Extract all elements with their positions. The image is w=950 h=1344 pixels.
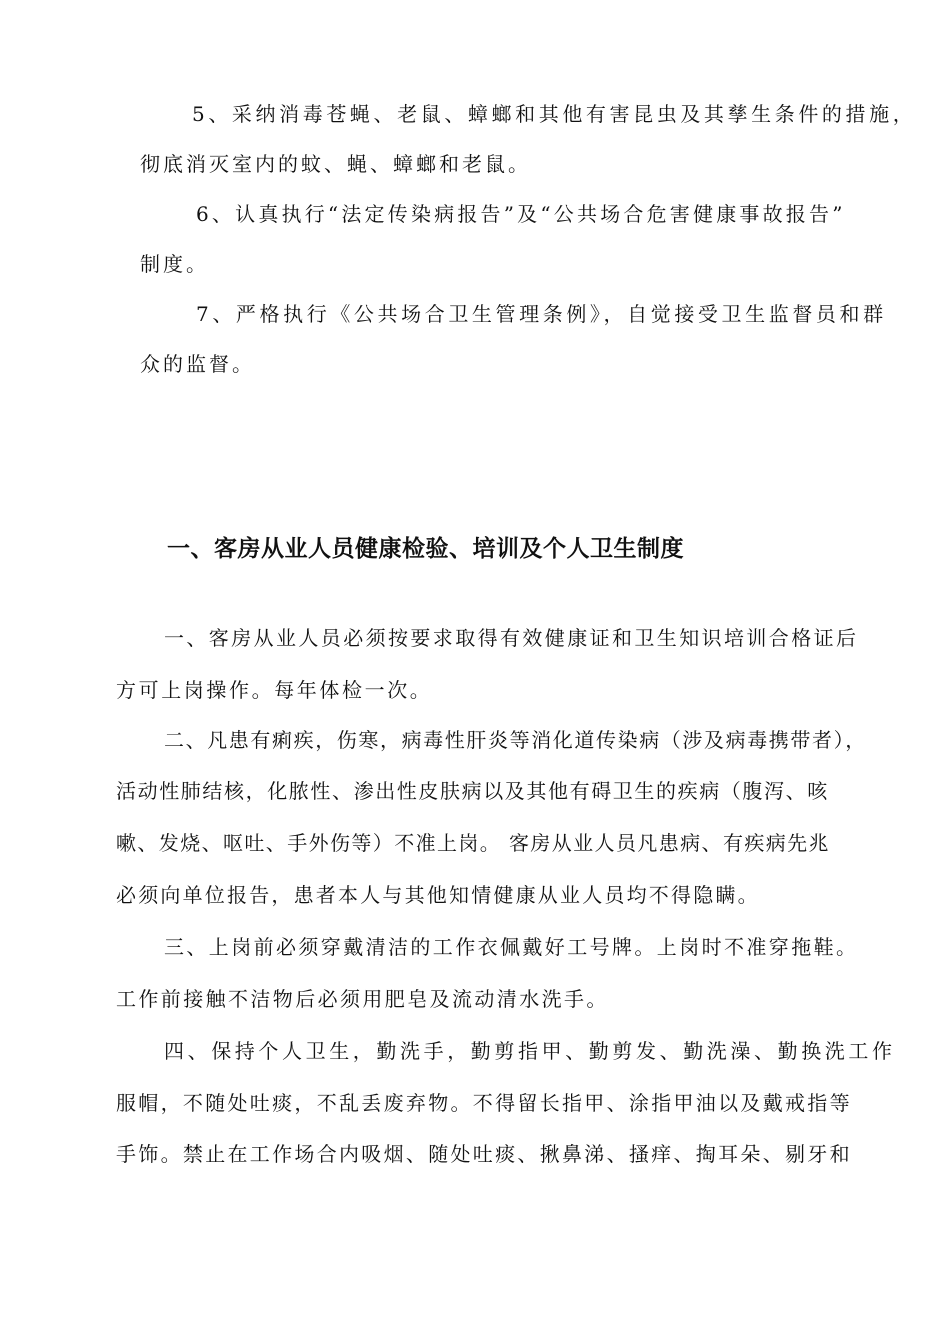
p1-line1: 一、客房从业人员必须按要求取得有效健康证和卫生知识培训合格证后: [164, 626, 859, 650]
section-title: 一、客房从业人员健康检验、培训及个人卫生制度: [167, 536, 684, 562]
p2-line1: 二、凡患有痢疾，伤寒，病毒性肝炎等消化道传染病（涉及病毒携带者），: [164, 728, 867, 752]
p4-line1: 四、保持个人卫生，勤洗手，勤剪指甲、勤剪发、勤洗澡、勤换洗工作: [164, 1039, 896, 1063]
p4-line2: 服帽，不随处吐痰，不乱丢废弃物。不得留长指甲、涂指甲油以及戴戒指等: [116, 1091, 852, 1115]
item5-line1: 5、采纳消毒苍蝇、老鼠、蟑螂和其他有害昆虫及其孳生条件的措施，: [192, 102, 917, 126]
p3-line1: 三、上岗前必须穿戴清洁的工作衣佩戴好工号牌。上岗时不准穿拖鞋。: [164, 935, 859, 959]
item7-line2: 众的监督。: [140, 352, 255, 376]
item6-line1: 6、认真执行“法定传染病报告”及“公共场合危害健康事故报告”: [196, 202, 846, 226]
item5-line2: 彻底消灭室内的蚊、蝇、蟑螂和老鼠。: [140, 152, 531, 176]
p1-line2: 方可上岗操作。每年体检一次。: [116, 678, 433, 702]
p3-line2: 工作前接触不洁物后必须用肥皂及流动清水洗手。: [116, 987, 609, 1011]
p2-line2: 活动性肺结核，化脓性、渗出性皮肤病以及其他有碍卫生的疾病（腹泻、咳: [116, 779, 829, 803]
item6-line2: 制度。: [140, 252, 209, 276]
p2-line4: 必须向单位报告，患者本人与其他知情健康从业人员均不得隐瞒。: [116, 883, 760, 907]
item7-line1: 7、严格执行《公共场合卫生管理条例》，自觉接受卫生监督员和群: [196, 302, 887, 326]
p2-line3: 嗽、发烧、呕吐、手外伤等）不准上岗。 客房从业人员凡患病、有疾病先兆: [116, 831, 830, 855]
p4-line3: 手饰。禁止在工作场合内吸烟、随处吐痰、揪鼻涕、搔痒、掏耳朵、剔牙和: [116, 1142, 852, 1166]
